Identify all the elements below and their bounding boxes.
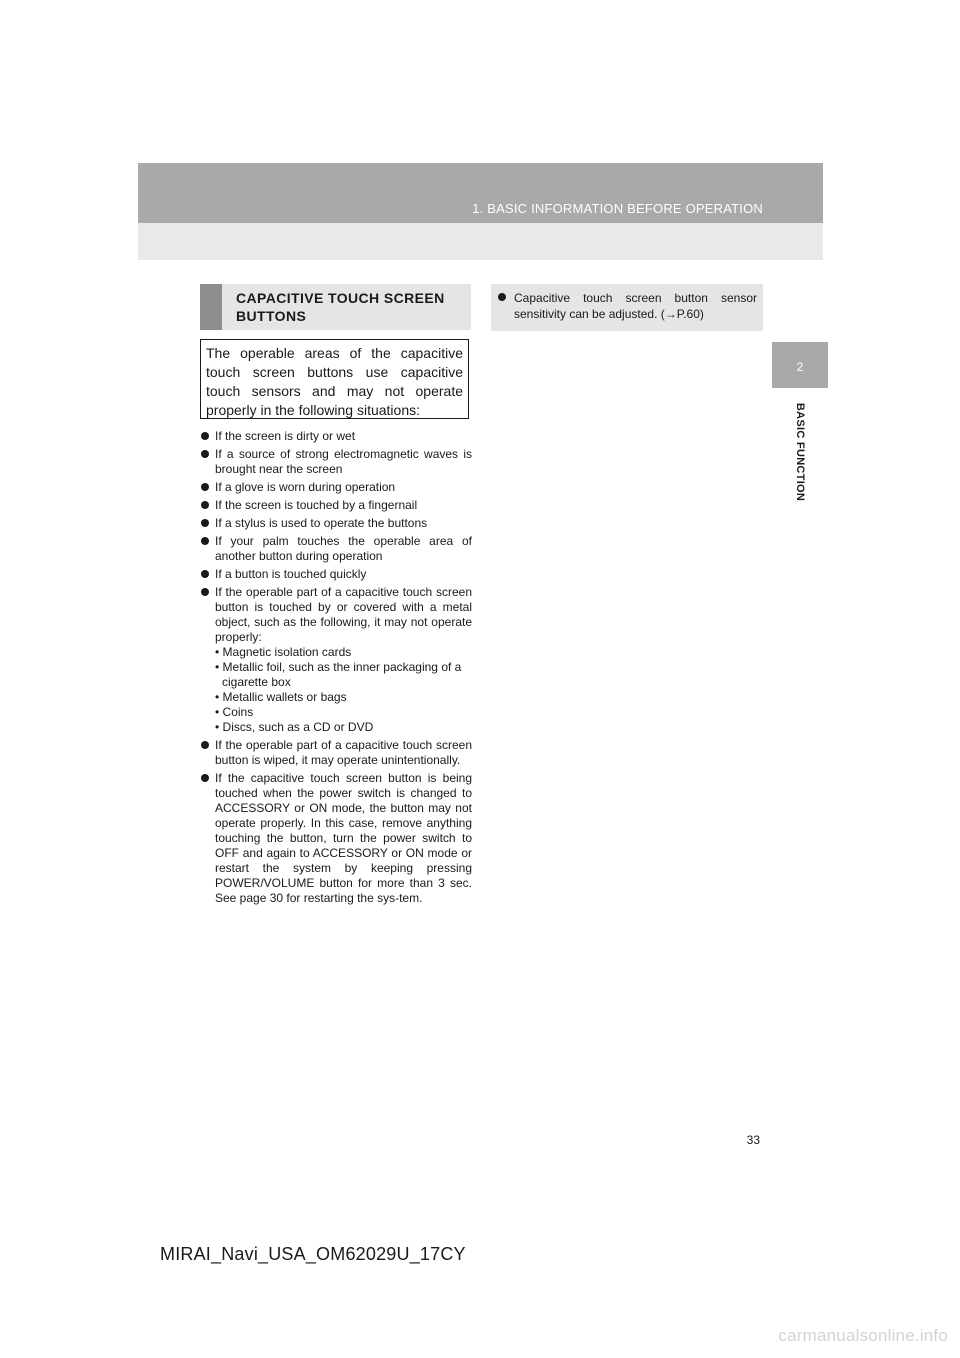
list-item [200,585,472,735]
list-item-text: If the operable part of a capacitive touch screen button is wiped, it may operate unintentionally. [215,738,472,767]
heading-text: CAPACITIVE TOUCH SCREEN BUTTONS [236,290,445,324]
section-heading [200,284,471,330]
list-item-text: If the screen is dirty or wet [215,429,356,443]
page-number: 33 [746,1133,760,1147]
sub-list-item: • Magnetic isolation cards [215,645,352,659]
bullet-icon [201,483,209,491]
chapter-tab [772,342,828,388]
bullet-icon [201,774,209,782]
header-band [138,163,823,260]
list-item-text: If a button is touched quickly [215,567,367,581]
sub-list-item: • Coins [215,705,254,719]
bullet-icon [201,570,209,578]
list-item-text: If a source of strong electromagnetic waves is brought near the screen [215,447,472,476]
chapter-label: BASIC FUNCTION [794,402,806,502]
watermark: carmanualsonline.info [778,1326,948,1345]
bullet-icon [201,450,209,458]
header-top-bar [138,163,823,223]
heading-accent-bar [200,284,222,330]
metal-objects-list [215,645,472,735]
list-item [200,738,472,768]
bullet-icon [201,501,209,509]
bullet-icon [498,293,506,301]
bullet-icon [201,519,209,527]
situations-list [200,429,472,909]
bullet-icon [201,741,209,749]
list-item-text: If your palm touches the operable area of another button during operation [215,534,472,563]
chapter-number: 2 [796,360,804,374]
sub-list-item: • Metallic wallets or bags [215,690,347,704]
sub-list-item: • Metallic foil, such as the inner packaging of a cigarette box [215,660,462,689]
list-item [200,771,472,906]
list-item [200,567,472,582]
bullet-icon [201,537,209,545]
list-item [200,480,472,495]
list-item [200,429,472,444]
list-item-text: If the capacitive touch screen button is being touched when the power switch is changed to ACCESSORY or ON mode, the button may not operate properly. In this case, remove anything touching the button, turn the power switch to OFF and again to ACCESSORY or ON mode or restart the system by keeping pressing POWER/VOLUME button for more than 3 sec. See page 30 for restarting the sys-tem. [215,771,472,905]
bullet-icon [201,432,209,440]
list-item [200,498,472,513]
list-item-text: If a stylus is used to operate the buttons [215,516,428,530]
section-title: 1. BASIC INFORMATION BEFORE OPERATION [472,201,763,216]
list-item [200,516,472,531]
list-item [200,534,472,564]
list-item-text: If a glove is worn during operation [215,480,396,494]
bullet-icon [201,588,209,596]
list-item [200,447,472,477]
sensitivity-note [491,284,763,331]
sub-list-item: • Discs, such as a CD or DVD [215,720,374,734]
sensitivity-note-text: Capacitive touch screen button sensor sensitivity can be adjusted. (→P.60) [514,291,757,321]
list-item-text: If the operable part of a capacitive touch screen button is touched by or covered with a metal object, such as the following, it may not operate properly: [215,585,472,644]
document-id: MIRAI_Navi_USA_OM62029U_17CY [160,1244,466,1264]
list-item-text: If the screen is touched by a fingernail [215,498,418,512]
intro-box: The operable areas of the capacitive touch screen buttons use capacitive touch sensors and may not operate properly in the following situations: [200,339,469,419]
